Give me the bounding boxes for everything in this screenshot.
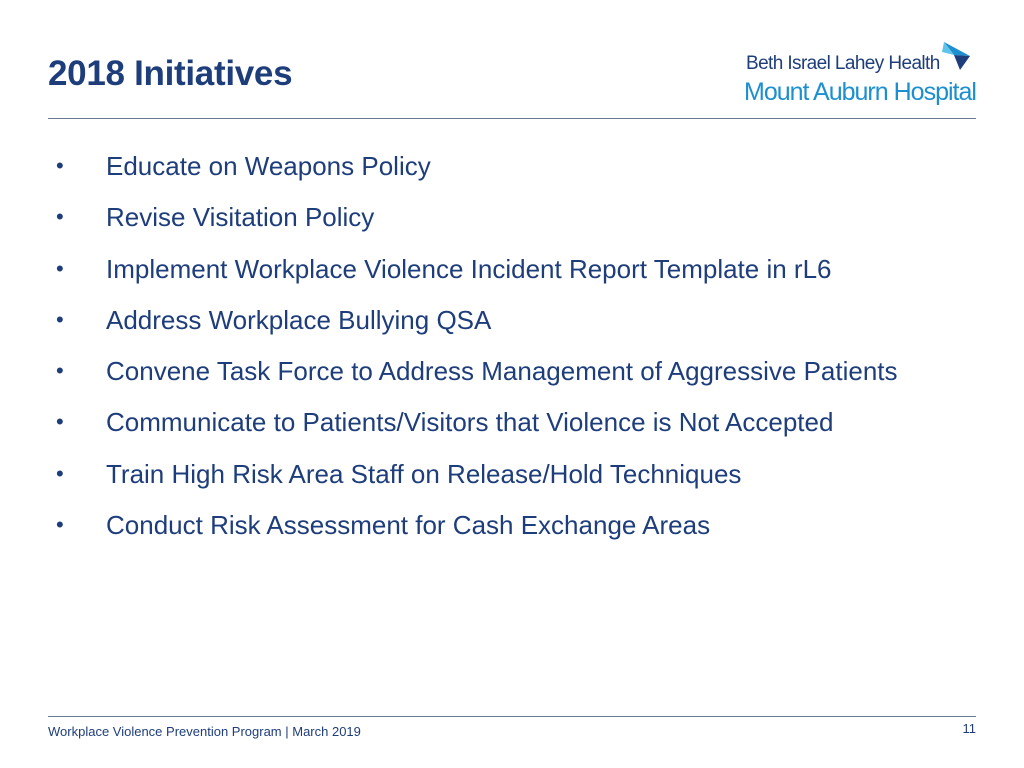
bullet-icon: • — [56, 153, 64, 178]
page-title: 2018 Initiatives — [48, 54, 293, 93]
list-item-text: Revise Visitation Policy — [106, 202, 375, 233]
footer-text: Workplace Violence Prevention Program | March 2019 — [48, 724, 361, 739]
page-number: 11 — [962, 721, 976, 736]
bullet-icon: • — [56, 409, 64, 435]
list-item-text: Conduct Risk Assessment for Cash Exchange Areas — [106, 510, 711, 541]
list-item-text: Convene Task Force to Address Management of Aggressive Patients — [106, 356, 898, 387]
bullet-icon: • — [56, 306, 64, 332]
bullet-icon: • — [56, 460, 64, 486]
list-item-text: Train High Risk Area Staff on Release/Hold Techniques — [106, 458, 742, 489]
arrow-swoosh-icon — [940, 38, 974, 72]
list-item-text: Implement Workplace Violence Incident Report Template in rL6 — [106, 253, 832, 284]
bullet-icon: • — [56, 255, 64, 281]
logo-line-2: Mount Auburn Hospital — [744, 78, 976, 106]
list-item-text: Educate on Weapons Policy — [106, 151, 431, 181]
list-item-text: Address Workplace Bullying QSA — [106, 304, 492, 335]
title-divider — [48, 118, 976, 119]
bullet-icon: • — [56, 358, 64, 384]
bullet-icon: • — [56, 204, 64, 230]
bullet-icon: • — [56, 512, 64, 538]
logo-line-1: Beth Israel Lahey Health — [746, 53, 940, 74]
footer-divider — [48, 716, 976, 717]
hospital-logo — [744, 38, 980, 112]
list-item-text: Communicate to Patients/Visitors that Violence is Not Accepted — [106, 407, 834, 438]
